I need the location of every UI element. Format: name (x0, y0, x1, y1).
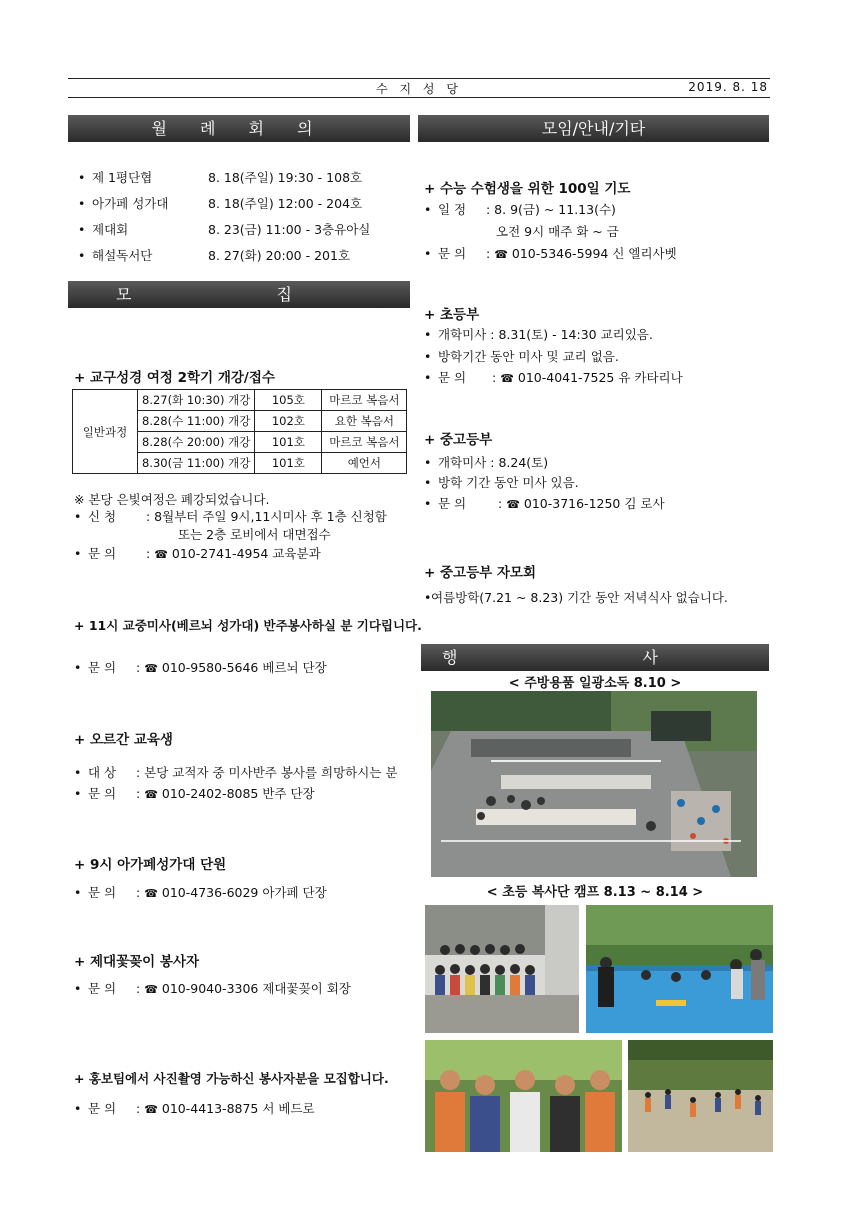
meeting-item: • 제대회 (78, 222, 129, 237)
course-date-cell: 8.28(수 20:00) 개강 (138, 432, 255, 453)
bullet-icon: • (74, 509, 82, 524)
flower-title: + 제대꽃꽂이 봉사자 (74, 954, 200, 970)
phone-icon: ☎ (154, 548, 168, 561)
choir-contact: • 문 의 : ☎ 010-9580-5646 베르뇌 단장 (74, 660, 327, 675)
organ-target: • 대 상 : 본당 교적자 중 미사반주 봉사를 희망하시는 분 (74, 765, 398, 780)
organ-title: + 오르간 교육생 (74, 732, 173, 748)
middle-title: + 중고등부 (424, 432, 493, 448)
elementary-line: • 방학기간 동안 미사 및 교리 없음. (424, 349, 619, 364)
apply-line-2: 또는 2층 로비에서 대면접수 (178, 527, 331, 542)
course-book-cell: 요한 복음서 (322, 411, 407, 432)
course-room-cell: 102호 (255, 411, 322, 432)
bible-title: + 교구성경 여정 2학기 개강/접수 (74, 370, 275, 386)
header-rule-bottom (68, 97, 770, 98)
prayer-title: + 수능 수험생을 위한 100일 기도 (424, 181, 631, 197)
bullet-icon: • (78, 222, 86, 237)
bible-course-table (72, 389, 407, 474)
camp-group-photo (425, 905, 579, 1033)
photo-team-title: + 홍보팀에서 사진촬영 가능하신 봉사자분을 모집합니다. (74, 1071, 389, 1086)
meeting-time: 8. 18(주일) 19:30 - 108호 (208, 170, 363, 185)
bullet-icon: • (424, 202, 432, 217)
phone-icon: ☎ (494, 248, 508, 261)
elementary-title: + 초등부 (424, 307, 480, 323)
phone-icon: ☎ (506, 498, 520, 511)
bullet-icon: • (424, 327, 432, 342)
agape-contact: • 문 의 : ☎ 010-4736-6029 아가페 단장 (74, 885, 327, 900)
phone-icon: ☎ (500, 372, 514, 385)
camp-pool-photo (586, 905, 773, 1033)
parents-title: + 중고등부 자모회 (424, 565, 536, 581)
agape-title: + 9시 아가페성가대 단원 (74, 857, 227, 873)
course-date-cell: 8.30(금 11:00) 개강 (138, 453, 255, 474)
course-book-cell: 마르코 복음서 (322, 432, 407, 453)
course-room-cell: 105호 (255, 390, 322, 411)
course-date-cell: 8.28(수 11:00) 개강 (138, 411, 255, 432)
course-room-cell: 101호 (255, 432, 322, 453)
bullet-icon: • (78, 248, 86, 263)
middle-line: • 방학 기간 동안 미사 있음. (424, 475, 579, 490)
bullet-icon: • (74, 546, 82, 561)
bullet-icon: • (74, 981, 82, 996)
kitchenware-sunning-photo (431, 691, 757, 877)
course-room-cell: 101호 (255, 453, 322, 474)
apply-line: • 신 청 : 8월부터 주일 9시,11시미사 후 1층 신청함 (74, 509, 387, 524)
middle-line: • 개학미사 : 8.24(토) (424, 455, 549, 470)
bullet-icon: • (424, 496, 432, 511)
flower-contact: • 문 의 : ☎ 010-9040-3306 제대꽃꽂이 회장 (74, 981, 351, 996)
prayer-contact: • 문 의 : ☎ 010-5346-5994 신 엘리사벳 (424, 246, 677, 261)
bullet-icon: • (424, 246, 432, 261)
prayer-schedule: • 일 정 : 8. 9(금) ~ 11.13(수) (424, 202, 616, 217)
parish-name: 수 지 성 당 (376, 82, 462, 96)
course-book-cell: 마르코 복음서 (322, 390, 407, 411)
choir-title: + 11시 교중미사(베르뇌 성가대) 반주봉사하실 분 기다립니다. (74, 618, 422, 633)
bullet-icon: • (74, 786, 82, 801)
course-date-cell: 8.27(화 10:30) 개강 (138, 390, 255, 411)
meeting-time: 8. 23(금) 11:00 - 3층유아실 (208, 222, 371, 237)
recruit-banner: 모 집 (68, 281, 410, 308)
photo-team-contact: • 문 의 : ☎ 010-4413-8875 서 베드로 (74, 1101, 315, 1116)
elementary-line: • 개학미사 : 8.31(토) - 14:30 교리있음. (424, 327, 653, 342)
header-rule-top (68, 78, 770, 79)
phone-icon: ☎ (144, 1103, 158, 1116)
prayer-schedule-2: 오전 9시 매주 화 ~ 금 (496, 224, 619, 239)
meeting-banner: 월 례 회 의 (68, 115, 410, 142)
meeting-time: 8. 27(화) 20:00 - 201호 (208, 248, 351, 263)
elementary-contact: • 문 의 : ☎ 010-4041-7525 유 카타리나 (424, 370, 683, 385)
photo-caption-camp: < 초등 복사단 캠프 8.13 ~ 8.14 > (486, 885, 704, 900)
photo-caption-sunning: < 주방용품 일광소독 8.10 > (508, 676, 682, 691)
bullet-icon: • (424, 590, 432, 605)
bullet-icon: • (74, 660, 82, 675)
bullet-icon: • (424, 349, 432, 364)
phone-icon: ☎ (144, 983, 158, 996)
meeting-item: • 아가페 성가대 (78, 196, 169, 211)
bullet-icon: • (424, 455, 432, 470)
bullet-icon: • (424, 370, 432, 385)
course-book-cell: 예언서 (322, 453, 407, 474)
closed-note: ※ 본당 은빛여정은 폐강되었습니다. (74, 492, 270, 507)
event-banner: 행 사 (421, 644, 769, 671)
notice-banner: 모임/안내/기타 (418, 115, 769, 142)
phone-icon: ☎ (144, 788, 158, 801)
bullet-icon: • (78, 196, 86, 211)
organ-contact: • 문 의 : ☎ 010-2402-8085 반주 단장 (74, 786, 315, 801)
bullet-icon: • (74, 1101, 82, 1116)
meeting-item: • 제 1평단협 (78, 170, 153, 185)
bullet-icon: • (74, 885, 82, 900)
camp-kids-photo (425, 1040, 622, 1152)
bullet-icon: • (78, 170, 86, 185)
course-type-cell: 일반과정 (73, 390, 138, 474)
bible-contact: • 문 의 : ☎ 010-2741-4954 교육분과 (74, 546, 321, 561)
bullet-icon: • (424, 475, 432, 490)
phone-icon: ☎ (144, 662, 158, 675)
camp-field-photo (628, 1040, 773, 1152)
bulletin-date: 2019. 8. 18 (688, 80, 768, 94)
meeting-item: • 해설독서단 (78, 248, 153, 263)
phone-icon: ☎ (144, 887, 158, 900)
middle-contact: • 문 의 : ☎ 010-3716-1250 김 로사 (424, 496, 665, 511)
parents-line: •여름방학(7.21 ~ 8.23) 기간 동안 저녁식사 없습니다. (424, 590, 728, 605)
bullet-icon: • (74, 765, 82, 780)
meeting-time: 8. 18(주일) 12:00 - 204호 (208, 196, 363, 211)
